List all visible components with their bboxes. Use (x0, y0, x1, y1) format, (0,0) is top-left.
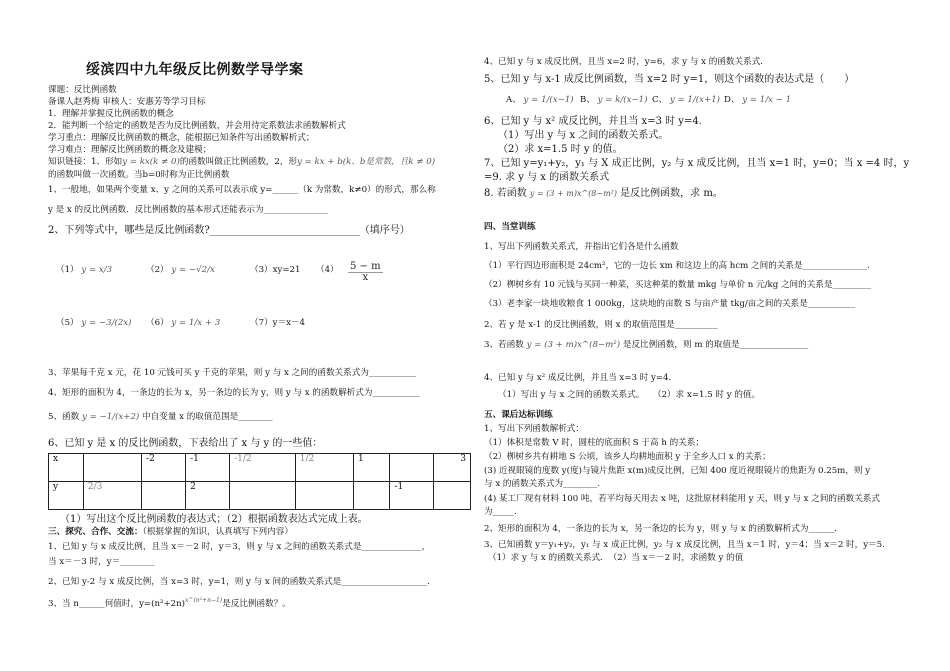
option-4-numerator: 5 − m (350, 261, 381, 272)
option-7: （7）y＝x－4 (250, 318, 306, 328)
choice-c: C、 y = 1/(x+1) (652, 95, 721, 105)
table-row-y (49, 482, 471, 510)
question-2: 2、下列等式中，哪些是反比例函数?______________________________（填序号） (48, 225, 410, 236)
section-4-heading: 四、当堂训练 (484, 222, 536, 232)
practice-2: 2、若 y 是 x-1 的反比例函数，则 x 的取值范围是__________ (484, 320, 718, 330)
option-5-formula: y = −3/(2x) (81, 318, 132, 328)
section-3-heading: 三、探究、合作、交流：（根据掌握的知识，认真填写下列内容） (48, 527, 293, 537)
difficulty: 学习难点：理解反比例函数的概念及建模； (48, 145, 212, 155)
homework-1a: （1）体积是常数 V 时，圆柱的底面积 S 于高 h 的关系； (484, 438, 704, 448)
homework-1c-1: (3) 近视眼镜的度数 y(度)与镜片焦距 x(m)成反比例，已知 400 度近视眼镜片的焦距为 0.25m，则 y (484, 466, 871, 476)
right-q5: 5、已知 y 与 x-1 成反比例函数，当 x=2 时 y=1，则这个函数的表达式是（ ） (484, 74, 855, 85)
right-q6-2: （2）求 x=1.5 时 y 的值。 (498, 144, 623, 155)
option-3: （3）xy=21 (250, 265, 301, 275)
homework-1d-1: (4) 某工厂现有材料 100 吨，若平均每天用去 x 吨，这批原材料能用 y 天，则 y 与 x 之间的函数关系式 (484, 494, 880, 504)
option-4-formula (348, 262, 383, 283)
key-point: 学习重点：理解反比例函数的概念，能根据已知条件写出函数解析式； (48, 133, 315, 143)
homework-1c-2: 与 x 的函数关系式为________. (484, 479, 601, 489)
choice-b: B、 y = k/(x−1) (580, 95, 648, 105)
table-row-x (49, 454, 471, 482)
table-cell: -2 (142, 454, 186, 482)
table-cell: 3 (434, 454, 471, 482)
formula-direct: y = kx(k ≠ 0) (122, 157, 180, 167)
goal-2: 2．能判断一个给定的函数是否为反比例函数，并会用待定系数法求函数解析式 (48, 121, 346, 131)
option-4-denominator: x (362, 272, 369, 283)
section-5-heading: 五、课后达标训练 (484, 410, 553, 420)
homework-3-subs: （1）求 y 与 x 的函数关系式． （2）当 x＝－2 时，求函数 y 的值 (488, 553, 744, 563)
question-4: 4、矩形的面积为 4，一条边的长为 x，另一条边的长为 y，则 y 与 x 的函数解析式为___________ (48, 388, 420, 398)
question-5: 5、函数 y = −1/(x+2) 中自变量 x 的取值范围是________ (48, 412, 273, 422)
page-title: 绥滨四中九年级反比例数学导学案 (86, 62, 304, 78)
goal-1: 1．理解并掌握反比例函数的概念 (48, 109, 174, 119)
exercise-1b: 当 x＝－3 时，y＝________ (48, 557, 155, 567)
option-5: （5） y = −3/(2x) (56, 318, 132, 328)
option-6-formula: y = 1/x + 3 (171, 318, 221, 328)
knowledge-link (48, 157, 435, 167)
option-6: （6） y = 1/x + 3 (146, 318, 221, 328)
choice-a: A、 y = 1/(x−1) (506, 95, 574, 105)
table-cell: 1/2 (295, 454, 353, 482)
author-line: 备课人赵秀梅 审核人：安惠芳等学习目标 (48, 97, 206, 107)
knowledge-link-text-2: 的函数叫做正比例函数，2，形 (179, 157, 298, 167)
question-1a: 1、一般地，如果两个变量 x、y 之间的关系可以表示成 y=______（k 为常数，k≠0）的形式，那么称 (48, 185, 436, 195)
formula-linear: y = kx + b(k、b是常数，且k ≠ 0) (297, 157, 436, 167)
table-cell: x (49, 454, 84, 482)
right-q6: 6、已知 y 与 x² 成反比例，并且当 x=3 时 y=4. (484, 116, 702, 127)
table-cell (434, 482, 471, 510)
question-3: 3、苹果每千克 x 元，花 10 元钱可买 y 千克的苹果，则 y 与 x 之间的函数关系式为___________ (48, 368, 417, 378)
exercise-3: 3、当 n______何值时，$y=(n^2+2n)^{x\^{}(n^2+n-1)}$是反比例函数？。 (48, 597, 291, 609)
right-q7b: =9. 求 y 与 x 的函数关系式 (484, 172, 610, 183)
exercise-2: 2、已知 y-2 与 x 成反比例，当 x=3 时，y=1，则 y 与 x 间的函数关系式是____________________． (48, 577, 436, 587)
table-cell: -1 (186, 454, 230, 482)
practice-3-formula: y = (3 + m)x^(8−m²) (526, 340, 621, 350)
table-cell (353, 482, 389, 510)
table-cell (390, 454, 434, 482)
homework-3: 3、已知函数 y＝y₁+y₂，y₁ 与 x 成正比例，y₂ 与 x 成反比例，且当 x＝1 时，y＝4；当 x＝2 时，y＝5. (484, 540, 885, 550)
practice-1: 1、写出下列函数关系式，并指出它们各是什么函数 (484, 242, 679, 252)
table-cell (142, 482, 186, 510)
question-6: 6、已知 y 是 x 的反比例函数，下表给出了 x 与 y 的一些值： (48, 438, 323, 449)
option-2: （2） y = −√2/x (146, 265, 215, 275)
exercise-1a: 1、已知 y 与 x 成反比例，且当 x＝－2 时，y＝3，则 y 与 x 之间的函数关系式是______________， (48, 542, 431, 552)
option-2-formula: y = −√2/x (171, 265, 215, 275)
option-1-formula: y = x/3 (81, 265, 113, 275)
table-cell (230, 482, 296, 510)
option-1: （1） y = x/3 (56, 265, 113, 275)
option-4: （4） (316, 265, 339, 275)
homework-1b: （2）栁树乡共有耕地 S 公顷，该乡人均耕地面积 y 于全乡人口 x 的关系； (484, 452, 771, 462)
homework-1d-2: 为_____. (484, 507, 517, 517)
right-q7a: 7、已知 y=y₁+y₂，y₁ 与 X 成正比例，y₂ 与 x 成反比例，且当 x=1 时，y=0；当 x =4 时，y (484, 158, 910, 169)
right-q8: 8. 若函数 y = (3 + m)x^(8−m²) 是反比例函数，求 m。 (484, 188, 723, 199)
practice-1c: （3）老李家一块地收粮食 1 000kg，这块地的亩数 S 与亩产量 tkg/亩之间的关系是___________ (484, 299, 856, 309)
homework-2: 2、矩形的面积为 4，一条边的长为 x，另一条边的长为 y，则 y 与 x 的函数解析式为______． (484, 524, 843, 534)
practice-1b: （2）栁树乡有 10 元钱与买同一种菜，买这种菜的数量 mkg 与单价 n 元/kg 之间的关系是_________ (484, 280, 872, 290)
right-q8-formula: y = (3 + m)x^(8−m²) (529, 189, 617, 198)
knowledge-link-text: 知识链接：1、形如 (48, 157, 123, 167)
question-1b: y 是 x 的反比例函数．反比例函数的基本形式还能表示为_______________ (48, 205, 329, 215)
table-cell: 2/3 (83, 482, 141, 510)
practice-4: 4、已知 y 与 x² 成反比例，并且当 x=3 时 y=4. (484, 373, 672, 383)
table-cell: 2 (186, 482, 230, 510)
practice-1a: （1）平行四边形面积是 24cm²，它的一边长 xm 和这边上的高 hcm 之间的关系是_______________. (484, 261, 870, 271)
lesson-topic: 课题：反比例函数 (48, 85, 117, 95)
table-cell: -1/2 (230, 454, 296, 482)
exercise-3-exponent: x^(n²+n−1) (185, 597, 223, 604)
right-q6-1: （1）写出 y 与 x 之间的函数关系式。 (498, 130, 669, 141)
question-5-formula: y = −1/(x+2) (81, 412, 140, 422)
table-cell: -1 (390, 482, 434, 510)
homework-1: 1、写出下列函数解析式： (484, 424, 584, 434)
question-6-subs: （1）写出这个反比例函数的表达式；（2）根据函数表达式完成上表。 (60, 514, 368, 525)
table-cell (295, 482, 353, 510)
table-cell (83, 454, 141, 482)
table-cell: 1 (353, 454, 389, 482)
value-table (48, 453, 471, 510)
table-cell: y (49, 482, 84, 510)
choice-d: D、 y = 1/x − 1 (724, 95, 792, 105)
practice-3: 3、若函数 y = (3 + m)x^(8−m²) 是反比例函数，则 m 的取值是________________ (484, 340, 809, 350)
practice-4-subs: （1）写出 y 与 x 之间的函数关系式。 （2）求 x=1.5 时 y 的值。 (498, 390, 761, 400)
knowledge-link-end: 的函数叫做一次函数。当b=0时称为正比例函数 (48, 170, 230, 180)
right-q4: 4、已知 y 与 x 成反比例，且当 x=2 时，y=6，求 y 与 x 的函数关系式． (484, 57, 769, 67)
